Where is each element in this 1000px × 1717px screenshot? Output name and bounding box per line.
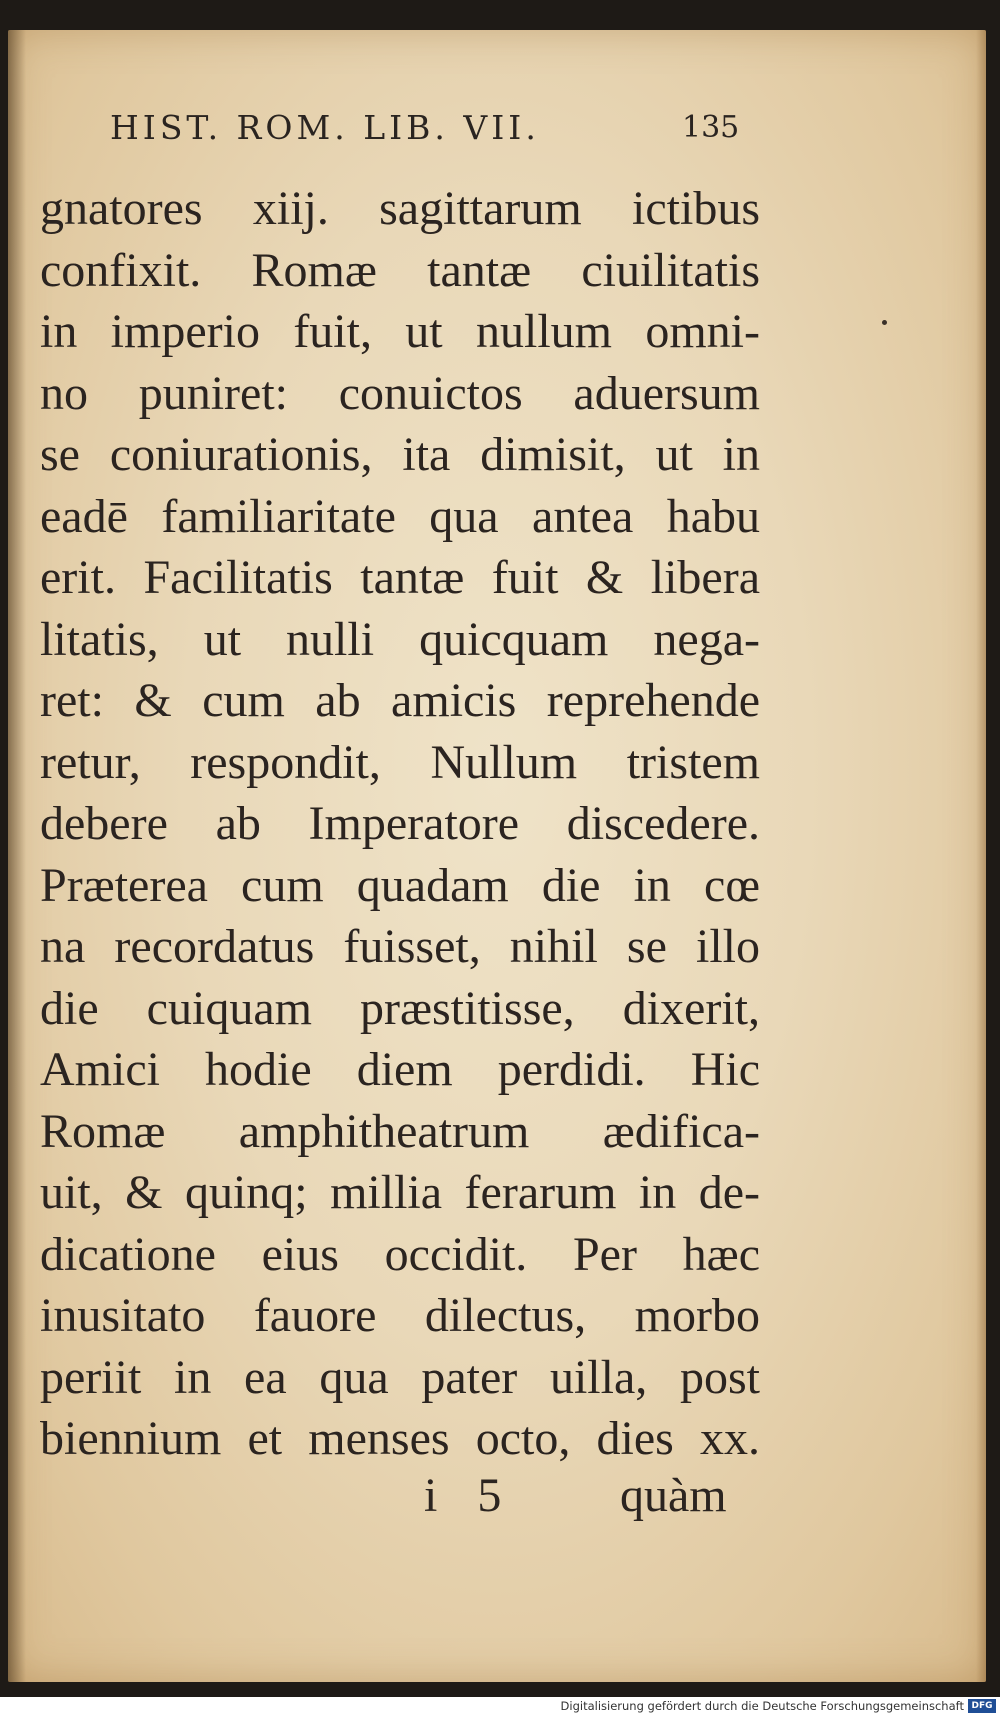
text-line: litatis, ut nulli quicquam nega- bbox=[40, 612, 760, 666]
text-line: in imperio fuit, ut nullum omni- bbox=[40, 305, 760, 358]
catch-line bbox=[40, 1468, 760, 1528]
text-line: no puniret: conuictos aduersum bbox=[40, 366, 760, 420]
ink-speck bbox=[882, 320, 887, 325]
text-line: uit, & quinq; millia ferarum in de- bbox=[40, 1166, 760, 1219]
funding-credit: Digitalisierung gefördert durch die Deutsche Forschungsgemeinschaft bbox=[560, 1699, 964, 1713]
page-edge bbox=[976, 30, 986, 1682]
text-line: Præterea cum quadam die in cœ bbox=[40, 858, 760, 912]
text-line: se coniurationis, ita dimisit, ut in bbox=[40, 428, 760, 481]
text-line: na recordatus fuisset, nihil se illo bbox=[40, 920, 760, 973]
catchword: quàm bbox=[620, 1469, 727, 1522]
text-line: gnatores xiij. sagittarum ictibus bbox=[40, 182, 760, 235]
footer-bar bbox=[0, 1697, 1000, 1717]
text-line: erit. Facilitatis tantæ fuit & libera bbox=[40, 551, 760, 604]
text-line: confixit. Romæ tantæ ciuilitatis bbox=[40, 243, 760, 297]
text-line: biennium et menses octo, dies xx. bbox=[40, 1412, 760, 1465]
text-line: die cuiquam præstitisse, dixerit, bbox=[40, 981, 760, 1035]
running-head: HIST. ROM. LIB. VII. bbox=[110, 108, 540, 147]
text-line: dicatione eius occidit. Per hæc bbox=[40, 1227, 760, 1281]
text-line: eadē familiaritate qua antea habu bbox=[40, 489, 760, 543]
text-line: inusitato fauore dilectus, morbo bbox=[40, 1289, 760, 1342]
dfg-logo: DFG bbox=[968, 1699, 996, 1713]
body-text bbox=[40, 178, 760, 1470]
spine-shadow bbox=[8, 30, 26, 1682]
text-line: debere ab Imperatore discedere. bbox=[40, 797, 760, 850]
page-number: 135 bbox=[682, 110, 740, 145]
text-line: Amici hodie diem perdidi. Hic bbox=[40, 1043, 760, 1096]
signature-mark: i 5 bbox=[424, 1469, 502, 1522]
text-line: periit in ea qua pater uilla, post bbox=[40, 1350, 760, 1404]
text-line: ret: & cum ab amicis reprehende bbox=[40, 674, 760, 727]
text-line: retur, respondit, Nullum tristem bbox=[40, 735, 760, 789]
text-line: Romæ amphitheatrum ædifica- bbox=[40, 1104, 760, 1158]
